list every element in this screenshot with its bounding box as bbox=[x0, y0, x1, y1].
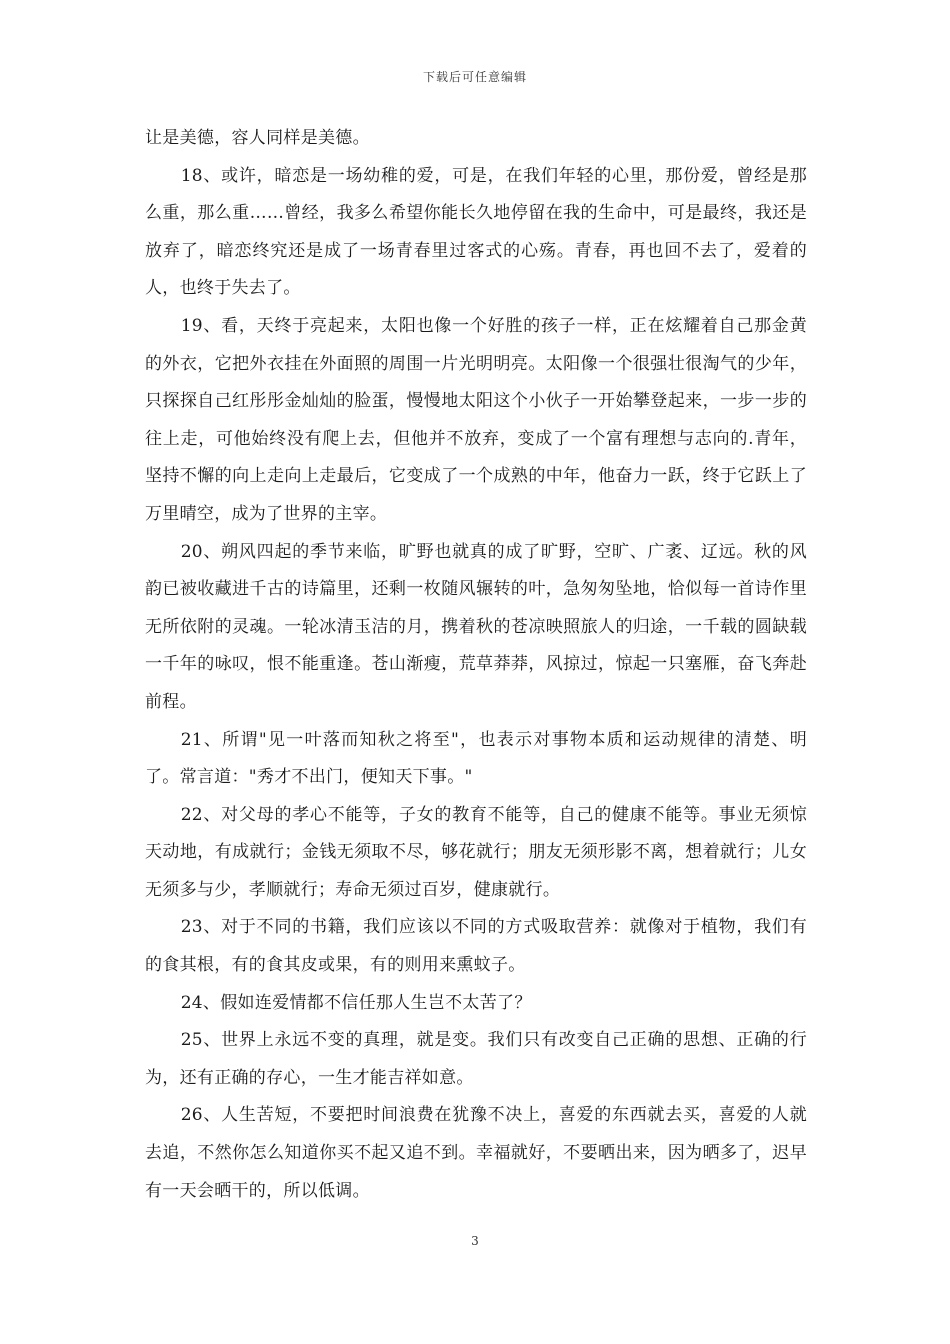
document-body bbox=[145, 120, 807, 1210]
page-header: 下载后可任意编辑 bbox=[422, 70, 527, 84]
page-number: 3 bbox=[471, 1234, 479, 1248]
paragraph-20: 20、朔风四起的季节来临，旷野也就真的成了旷野，空旷、广袤、辽远。秋的风韵已被收藏进千古的诗篇里，还剩一枚随风辗转的叶，急匆匆坠地，恰似每一首诗作里无所依附的灵魂。一轮冰清玉洁的月，携着秋的苍凉映照旅人的归途，一千载的圆缺载一千年的咏叹，恨不能重逢。苍山渐瘦，荒草莽莽，风掠过，惊起一只塞雁，奋飞奔赴前程。 bbox=[145, 541, 807, 712]
paragraph-19: 19、看，天终于亮起来，太阳也像一个好胜的孩子一样，正在炫耀着自己那金黄的外衣，它把外衣挂在外面照的周围一片光明明亮。太阳像一个很强壮很淘气的少年，只探探自己红彤彤金灿灿的脸蛋，慢慢地太阳这个小伙子一开始攀登起来，一步一步的往上走，可他始终没有爬上去，但他并不放弃，变成了一个富有理想与志向的.青年，坚持不懈的向上走向上走最后，它变成了一个成熟的中年，他奋力一跃，终于它跃上了万里晴空，成为了世界的主宰。 bbox=[145, 315, 807, 524]
paragraph-23: 23、对于不同的书籍，我们应该以不同的方式吸取营养：就像对于植物，我们有的食其根，有的食其皮或果，有的则用来熏蚊子。 bbox=[145, 917, 807, 976]
paragraph-22: 22、对父母的孝心不能等，子女的教育不能等，自己的健康不能等。事业无须惊天动地，有成就行；金钱无须取不尽，够花就行；朋友无须形影不离，想着就行；儿女无须多与少，孝顺就行；寿命无须过百岁，健康就行。 bbox=[145, 804, 807, 900]
paragraph-26: 26、人生苦短，不要把时间浪费在犹豫不决上，喜爱的东西就去买，喜爱的人就去追，不然你怎么知道你买不起又追不到。幸福就好，不要晒出来，因为晒多了，迟早有一天会晒干的，所以低调。 bbox=[145, 1105, 807, 1201]
paragraph-24: 24、假如连爱情都不信任那人生岂不太苦了？ bbox=[180, 992, 532, 1013]
paragraph-continuation: 让是美德，容人同样是美德。 bbox=[145, 128, 370, 148]
paragraph-25: 25、世界上永远不变的真理，就是变。我们只有改变自己正确的思想、正确的行为，还有正确的存心，一生才能吉祥如意。 bbox=[145, 1030, 807, 1088]
paragraph-21: 21、所谓"见一叶落而知秋之将至"，也表示对事物本质和运动规律的清楚、明了。常言道："秀才不出门，便知天下事。" bbox=[145, 729, 807, 788]
paragraph-18: 18、或许，暗恋是一场幼稚的爱，可是，在我们年轻的心里，那份爱，曾经是那么重，那么重……曾经，我多么希望你能长久地停留在我的生命中，可是最终，我还是放弃了，暗恋终究还是成了一场青春里过客式的心殇。青春，再也回不去了，爱着的人，也终于失去了。 bbox=[145, 165, 807, 299]
